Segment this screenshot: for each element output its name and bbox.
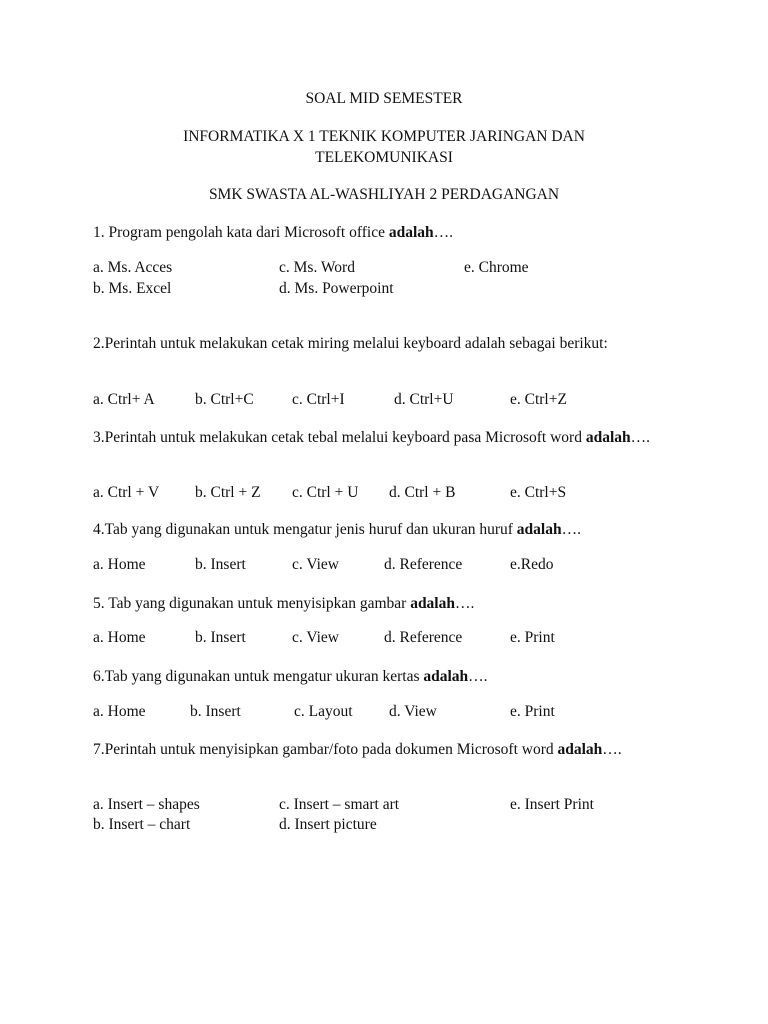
- option-2d: d. Ctrl+U: [394, 391, 454, 408]
- option-2e: e. Ctrl+Z: [510, 391, 567, 408]
- question-5: 5. Tab yang digunakan untuk menyisipkan gambar adalah….: [93, 595, 475, 612]
- option-6d: d. View: [389, 703, 437, 720]
- question-6: 6.Tab yang digunakan untuk mengatur ukuran kertas adalah….: [93, 668, 488, 685]
- question-2: 2.Perintah untuk melakukan cetak miring melalui keyboard adalah sebagai berikut:: [93, 335, 608, 352]
- option-3e: e. Ctrl+S: [510, 484, 567, 501]
- option-5c: c. View: [292, 629, 339, 646]
- option-4a: a. Home: [93, 556, 146, 573]
- option-7a: a. Insert – shapes: [93, 796, 200, 813]
- option-4c: c. View: [292, 556, 339, 573]
- option-7d: d. Insert picture: [279, 816, 377, 833]
- option-3c: c. Ctrl + U: [292, 484, 359, 501]
- option-1d: d. Ms. Powerpoint: [279, 280, 394, 297]
- option-5e: e. Print: [510, 629, 555, 646]
- option-7c: c. Insert – smart art: [279, 796, 400, 813]
- option-4b: b. Insert: [195, 556, 246, 573]
- subject-line-2: TELEKOMUNIKASI: [315, 149, 453, 166]
- question-4: 4.Tab yang digunakan untuk mengatur jenis huruf dan ukuran huruf adalah….: [93, 521, 581, 538]
- option-7e: e. Insert Print: [510, 796, 594, 813]
- option-1c: c. Ms. Word: [279, 259, 355, 276]
- question-1: 1. Program pengolah kata dari Microsoft office adalah….: [93, 224, 454, 241]
- option-2a: a. Ctrl+ A: [93, 391, 155, 408]
- option-1a: a. Ms. Acces: [93, 259, 173, 276]
- option-6e: e. Print: [510, 703, 555, 720]
- option-1b: b. Ms. Excel: [93, 280, 172, 297]
- question-3: 3.Perintah untuk melakukan cetak tebal melalui keyboard pasa Microsoft word adalah….: [93, 429, 651, 446]
- option-1e: e. Chrome: [464, 259, 529, 276]
- option-3d: d. Ctrl + B: [389, 484, 456, 501]
- option-7b: b. Insert – chart: [93, 816, 191, 833]
- option-5a: a. Home: [93, 629, 146, 646]
- option-6c: c. Layout: [294, 703, 353, 720]
- page-title: SOAL MID SEMESTER: [305, 90, 463, 107]
- option-4e: e.Redo: [510, 556, 554, 573]
- option-5b: b. Insert: [195, 629, 246, 646]
- school-name: SMK SWASTA AL-WASHLIYAH 2 PERDAGANGAN: [208, 186, 560, 203]
- option-6b: b. Insert: [190, 703, 241, 720]
- option-2c: c. Ctrl+I: [292, 391, 345, 408]
- option-4d: d. Reference: [384, 556, 463, 573]
- option-5d: d. Reference: [384, 629, 463, 646]
- question-7: 7.Perintah untuk menyisipkan gambar/foto pada dokumen Microsoft word adalah….: [93, 741, 622, 758]
- option-3b: b. Ctrl + Z: [195, 484, 261, 501]
- subject-line-1: INFORMATIKA X 1 TEKNIK KOMPUTER JARINGAN DAN: [183, 128, 585, 145]
- option-3a: a. Ctrl + V: [93, 484, 160, 501]
- option-6a: a. Home: [93, 703, 146, 720]
- option-2b: b. Ctrl+C: [195, 391, 254, 408]
